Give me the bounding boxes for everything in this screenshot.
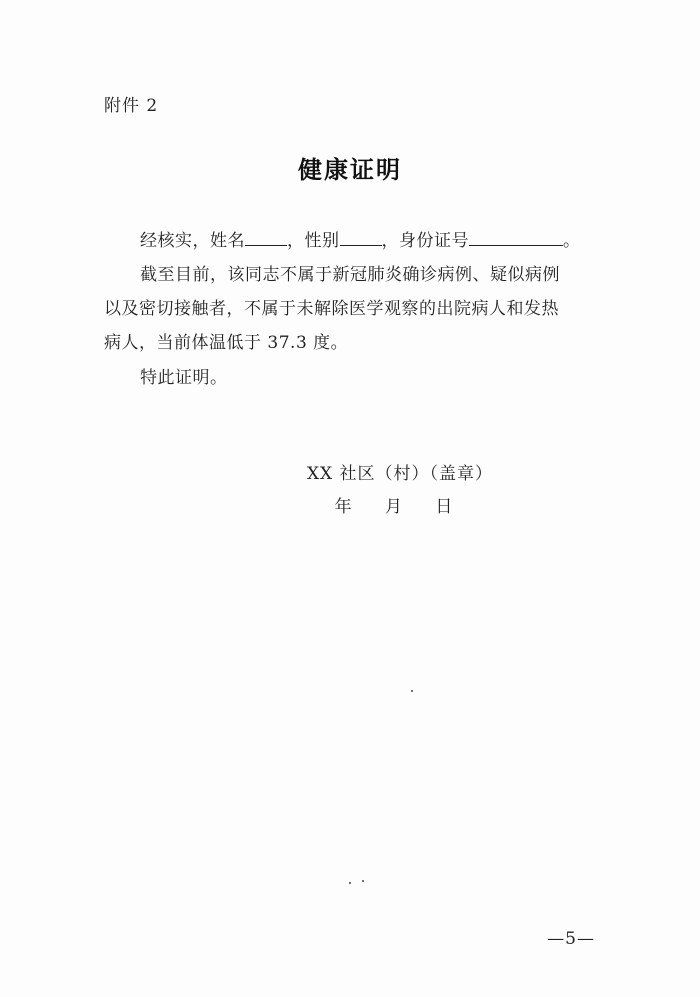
id-prefix: ，身份证号 [381, 231, 469, 251]
statement-line-1: 截至目前，该同志不属于新冠肺炎确诊病例、疑似病例 [140, 265, 560, 285]
attachment-label: 附件 2 [104, 96, 159, 116]
scan-speck [411, 690, 413, 692]
name-prefix: 经核实，姓名 [140, 231, 245, 251]
verification-suffix: 。 [563, 231, 581, 251]
statement-line-3: 病人，当前体温低于 37.3 度。 [104, 333, 349, 353]
signature-date: 年 月 日 [334, 497, 454, 517]
scan-speck [362, 880, 364, 882]
gender-blank [340, 231, 382, 246]
gender-prefix: ，性别 [287, 231, 340, 251]
name-blank [245, 231, 287, 246]
certification-closing: 特此证明。 [140, 368, 228, 388]
page-number: —5— [547, 929, 595, 949]
id-number-blank [469, 231, 563, 246]
signature-organization: XX 社区（村）（盖章） [306, 464, 494, 484]
verification-line [140, 226, 640, 251]
document-title: 健康证明 [298, 156, 402, 184]
statement-line-2: 以及密切接触者，不属于未解除医学观察的出院病人和发热 [104, 299, 559, 319]
scan-speck [349, 882, 351, 884]
